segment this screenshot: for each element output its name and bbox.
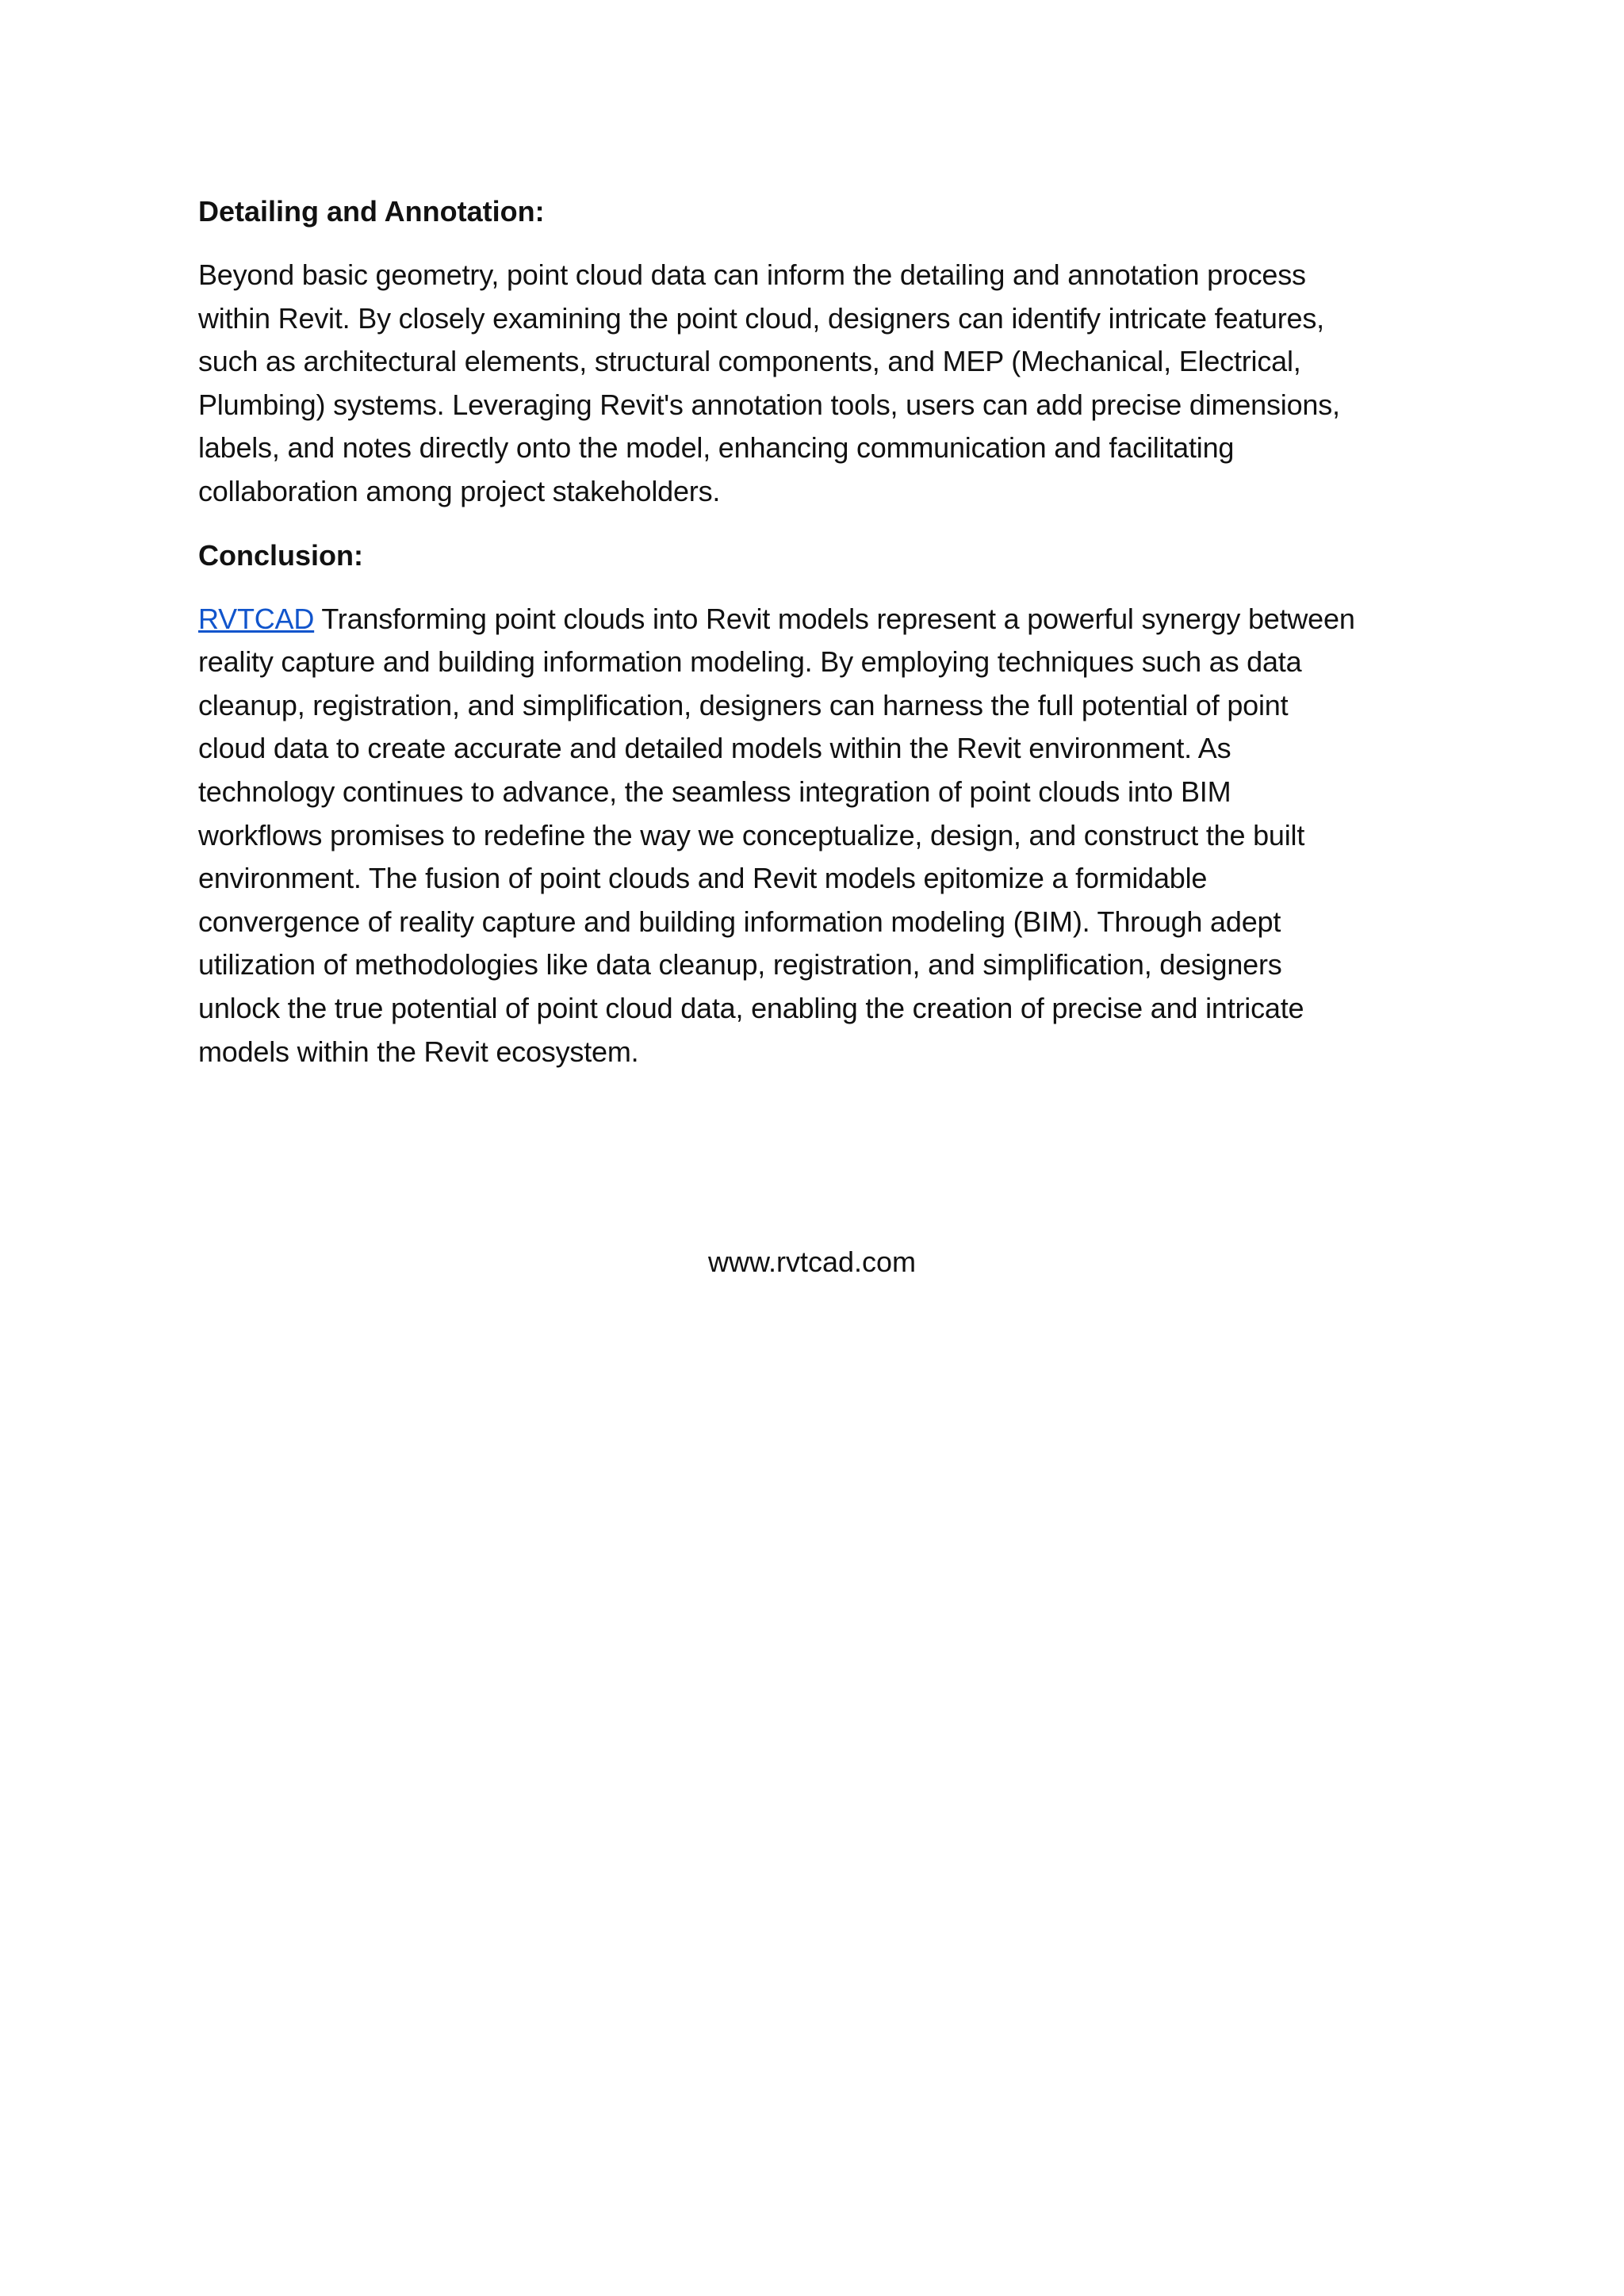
paragraph-line: cleanup, registration, and simplification, designers can harness the full potential of point [198, 688, 1289, 721]
paragraph-line: workflows promises to redefine the way we conceptualize, design, and construct the built [198, 818, 1305, 851]
paragraph-line: utilization of methodologies like data cleanup, registration, and simplification, designers [198, 948, 1282, 982]
rvtcad-link[interactable]: RVTCAD [198, 602, 315, 635]
paragraph-line: reality capture and building information modeling. By employing techniques such as data [198, 645, 1302, 679]
paragraph-line: convergence of reality capture and building information modeling (BIM). Through adept [198, 905, 1281, 938]
paragraph-line: environment. The fusion of point clouds and Revit models epitomize a formidable [198, 862, 1208, 895]
section-heading-detailing: Detailing and Annotation: [198, 195, 545, 228]
first-line-text: Transforming point clouds into Revit models represent a powerful synergy between [314, 602, 1355, 635]
paragraph-line: unlock the true potential of point cloud data, enabling the creation of precise and intricate [198, 991, 1304, 1024]
section-heading-conclusion: Conclusion: [198, 538, 363, 572]
paragraph-conclusion [198, 598, 1435, 1074]
paragraph-line: within Revit. By closely examining the point cloud, designers can identify intricate features, [198, 301, 1324, 335]
paragraph-line: such as architectural elements, structural components, and MEP (Mechanical, Electrical, [198, 345, 1301, 378]
paragraph-line: cloud data to create accurate and detailed models within the Revit environment. As [198, 732, 1231, 765]
paragraph-first-line [198, 598, 1435, 641]
paragraph-line: Plumbing) systems. Leveraging Revit's annotation tools, users can add precise dimensions, [198, 388, 1340, 421]
paragraph-line: labels, and notes directly onto the model, enhancing communication and facilitating [198, 431, 1235, 465]
document-content [198, 190, 1435, 1094]
paragraph-line: collaboration among project stakeholders. [198, 474, 721, 507]
paragraph-detailing [198, 254, 1435, 514]
paragraph-line: models within the Revit ecosystem. [198, 1035, 639, 1068]
paragraph-line: technology continues to advance, the seamless integration of point clouds into BIM [198, 775, 1231, 808]
footer-website: www.rvtcad.com [707, 1246, 917, 1278]
paragraph-line: Beyond basic geometry, point cloud data can inform the detailing and annotation process [198, 258, 1306, 291]
